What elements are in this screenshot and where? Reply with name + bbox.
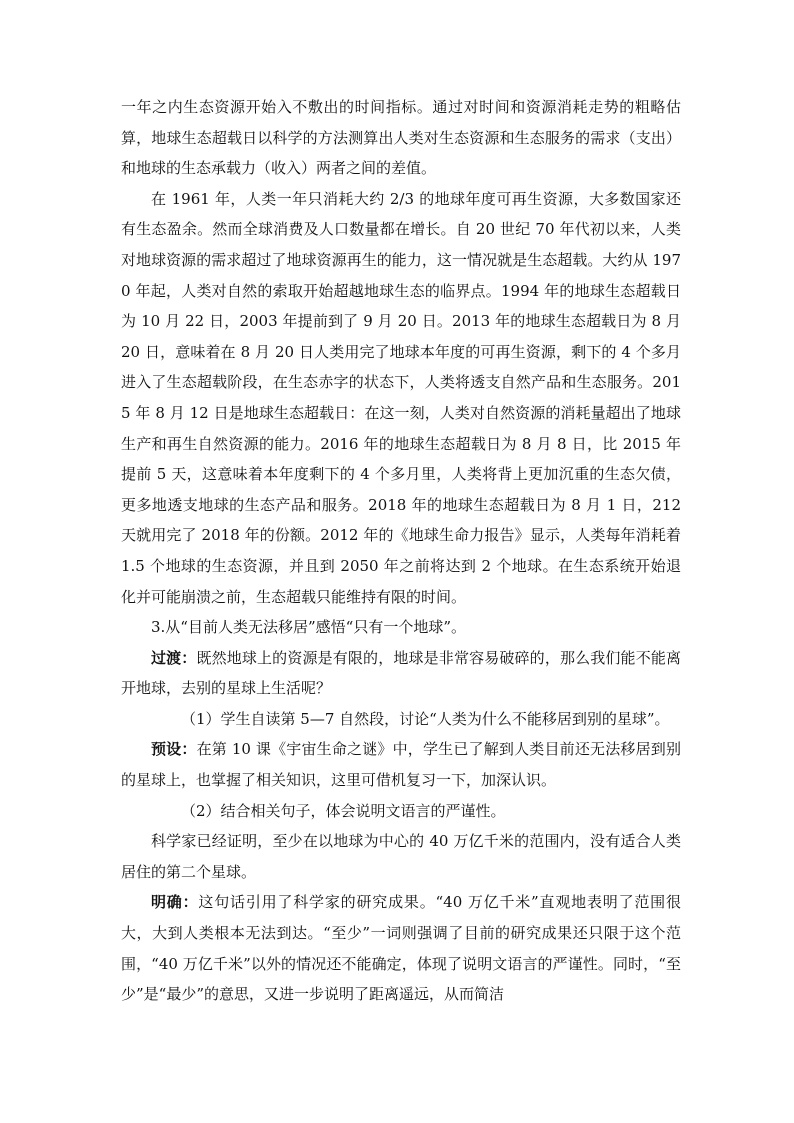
paragraph-transition (121, 643, 681, 704)
paragraph-step-one (121, 704, 681, 735)
section-heading-cannot-migrate (121, 612, 681, 643)
paragraph-text: 一年之内生态资源开始入不敷出的时间指标。通过对时间和资源消耗走势的粗略估算，地球生态超载日以科学的方法测算出人类对生态资源和生态服务的需求（支出）和地球的生态承载力（收入）两者之间的差值。 (121, 98, 681, 178)
document-page (121, 92, 681, 1010)
paragraph-step-two (121, 796, 681, 827)
paragraph-quoted-sentence (121, 826, 681, 887)
paragraph-text: 3.从“目前人类无法移居”感悟“只有一个地球”。 (151, 618, 466, 637)
paragraph-text: 在 1961 年，人类一年只消耗大约 2/3 的地球年度可再生资源，大多数国家还有生态盈余。然而全球消费及人口数量都在增长。自 20 世纪 70 年代初以来，人类对地球资源的需求超过了地球资源再生的能力，这一情况就是生态超载。大约从 1970 年起，人类对自然的索取开始超越地球生态的临界点。1994 年的地球生态超载日为 10 月 22 日，2003 年提前到了 9 月 20 日。2013 年的地球生态超载日为 8 月 20 日，意味着在 8 月 20 日人类用完了地球本年度的可再生资源，剩下的 4 个多月进入了生态超载阶段，在生态赤字的状态下，人类将透支自然产品和生态服务。2015 年 8 月 12 日是地球生态超载日：在这一刻，人类对自然资源的消耗量超出了地球生产和再生自然资源的能力。2016 年的地球生态超载日为 8 月 8 日，比 2015 年提前 5 天，这意味着本年度剩下的 4 个多月里，人类将背上更加沉重的生态欠债，更多地透支地球的生态产品和服务。2018 年的地球生态超载日为 8 月 1 日，212 天就用完了 2018 年的份额。2012 年的《地球生命力报告》显示，人类每年消耗着 1.5 个地球的生态资源，并且到 2050 年之前将达到 2 个地球。在生态系统开始退化并可能崩溃之前，生态超载只能维持有限的时间。 (121, 189, 681, 606)
paragraph-text: 科学家已经证明，至少在以地球为中心的 40 万亿千米的范围内，没有适合人类居住的第二个星球。 (121, 832, 681, 881)
clarification-label: 明确： (151, 893, 199, 912)
paragraph-text: （1）学生自读第 5—7 自然段，讨论“人类为什么不能移居到别的星球”。 (181, 709, 670, 728)
transition-label: 过渡： (151, 648, 197, 667)
paragraph-overshoot-history (121, 184, 681, 612)
paragraph-text: （2）结合相关句子，体会说明文语言的严谨性。 (181, 801, 506, 820)
paragraph-text: 在第 10 课《宇宙生命之谜》中，学生已了解到人类目前还无法移居到别的星球上，也掌握了相关知识，这里可借机复习一下，加深认识。 (121, 740, 681, 790)
paragraph-ecological-overshoot-definition (121, 92, 681, 184)
paragraph-text: 这句话引用了科学家的研究成果。“40 万亿千米”直观地表明了范围很大，大到人类根本无法到达。“至少”一词则强调了目前的研究成果还只限于这个范围，“40 万亿千米”以外的情况还不能确定，体现了说明文语言的严谨性。同时，“至少”是“最少”的意思，又进一步说明了距离遥远，从而简洁 (121, 893, 681, 1004)
paragraph-preset (121, 734, 681, 795)
paragraph-text: 既然地球上的资源是有限的，地球是非常容易破碎的，那么我们能不能离开地球，去别的星球上生活呢？ (121, 648, 681, 698)
paragraph-clarification (121, 887, 681, 1009)
preset-label: 预设： (151, 740, 197, 759)
